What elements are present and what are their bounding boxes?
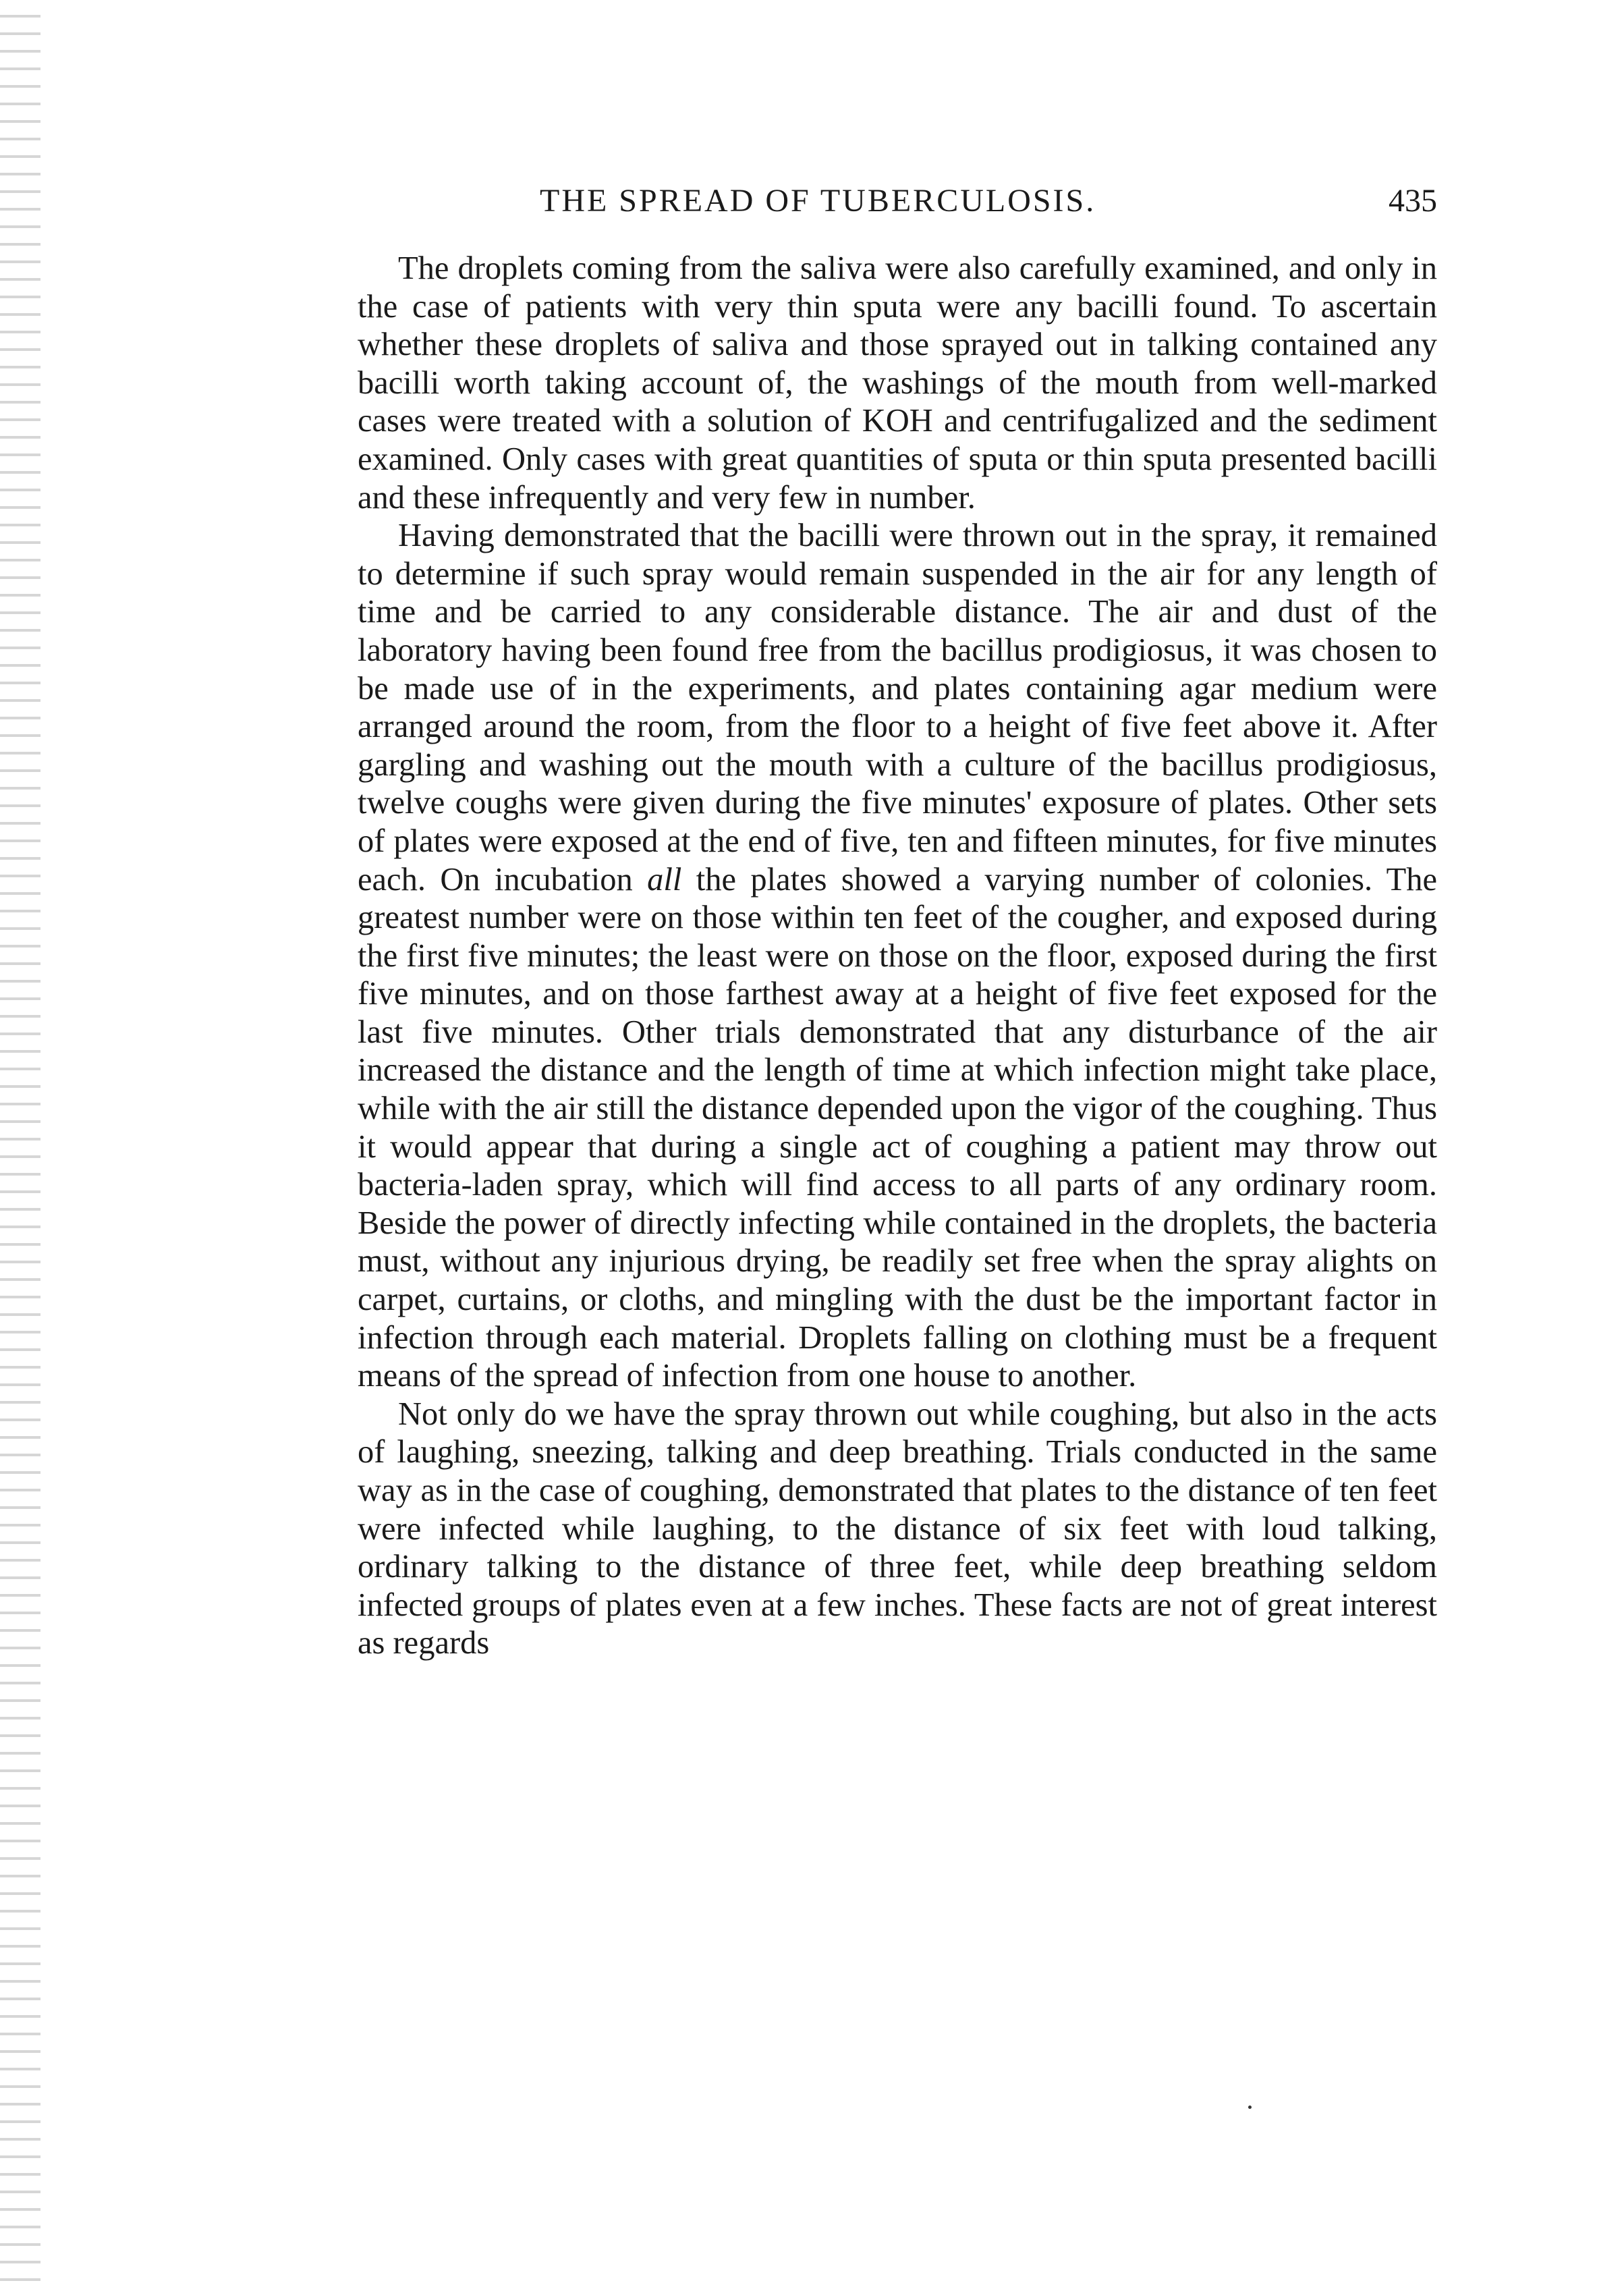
italic-word-all: all [647,861,682,898]
paragraph-spray-text-end: the plates showed a varying number of colonies. The greatest number were on those within ten feet of the cougher, and exposed during the first five minutes; the least were on those on the floor, exposed during the first five minutes, and on those farthest away at a height of five feet exposed for the last five minutes. Other trials demonstrated that any disturbance of the air increased the distance and the length of time at which infection might take place, while with the air still the distance depended upon the vigor of the coughing. Thus it would appear that during a single act of coughing a patient may throw out bacteria-laden spray, which will find access to all parts of any ordinary room. Beside the power of directly infecting while contained in the droplets, the bacteria must, without any injurious drying, be readily set free when the spray alights on carpet, curtains, or cloths, and mingling with the dust be the important factor in infection through each material. Droplets falling on clothing must be a frequent means of the spread of infection from one house to another. [358,861,1437,1394]
body-text [358,250,1437,1663]
running-title: THE SPREAD OF TUBERCULOSIS. [540,183,1096,219]
binding-edge-shadow [0,0,40,2283]
paragraph-spray-text-start: Having demonstrated that the bacilli were thrown out in the spray, it remained to determine if such spray would remain suspended in the air for any length of time and be carried to any considerable distance. The air and dust of the laboratory having been found free from the bacillus prodigiosus, it was chosen to be made use of in the experiments, and plates containing agar medium were arranged around the room, from the floor to a height of five feet above it. After gargling and washing out the mouth with a culture of the bacillus prodigiosus, twelve coughs were given during the five minutes' exposure of plates. Other sets of plates were exposed at the end of five, ten and fifteen minutes, for five minutes each. On incubation [358,518,1437,898]
paragraph-saliva-droplets: The droplets coming from the saliva were also carefully examined, and only in the case of patients with very thin sputa were any bacilli found. To ascertain whether these droplets of saliva and those sprayed out in talking contained any bacilli worth taking account of, the washings of the mouth from well-marked cases were treated with a solution of KOH and centrifugalized and the sediment examined. Only cases with great quantities of sputa or thin sputa presented bacilli and these infrequently and very few in number. [358,250,1437,516]
paragraph-spray-experiments [358,517,1437,1396]
page-number: 435 [1389,183,1437,219]
paragraph-laughing-talking: Not only do we have the spray thrown out while coughing, but also in the acts of laughing, sneezing, talking and deep breathing. Trials conducted in the same way as in the case of coughing, demonstrated that plates to the distance of ten feet were infected while laughing, to the distance of six feet with loud talking, ordinary talking to the distance of three feet, while deep breathing seldom infected groups of plates even at a few inches. These facts are not of great interest as regards [358,1396,1437,1661]
running-head [364,182,1437,229]
stray-ink-dot [1248,2106,1252,2109]
